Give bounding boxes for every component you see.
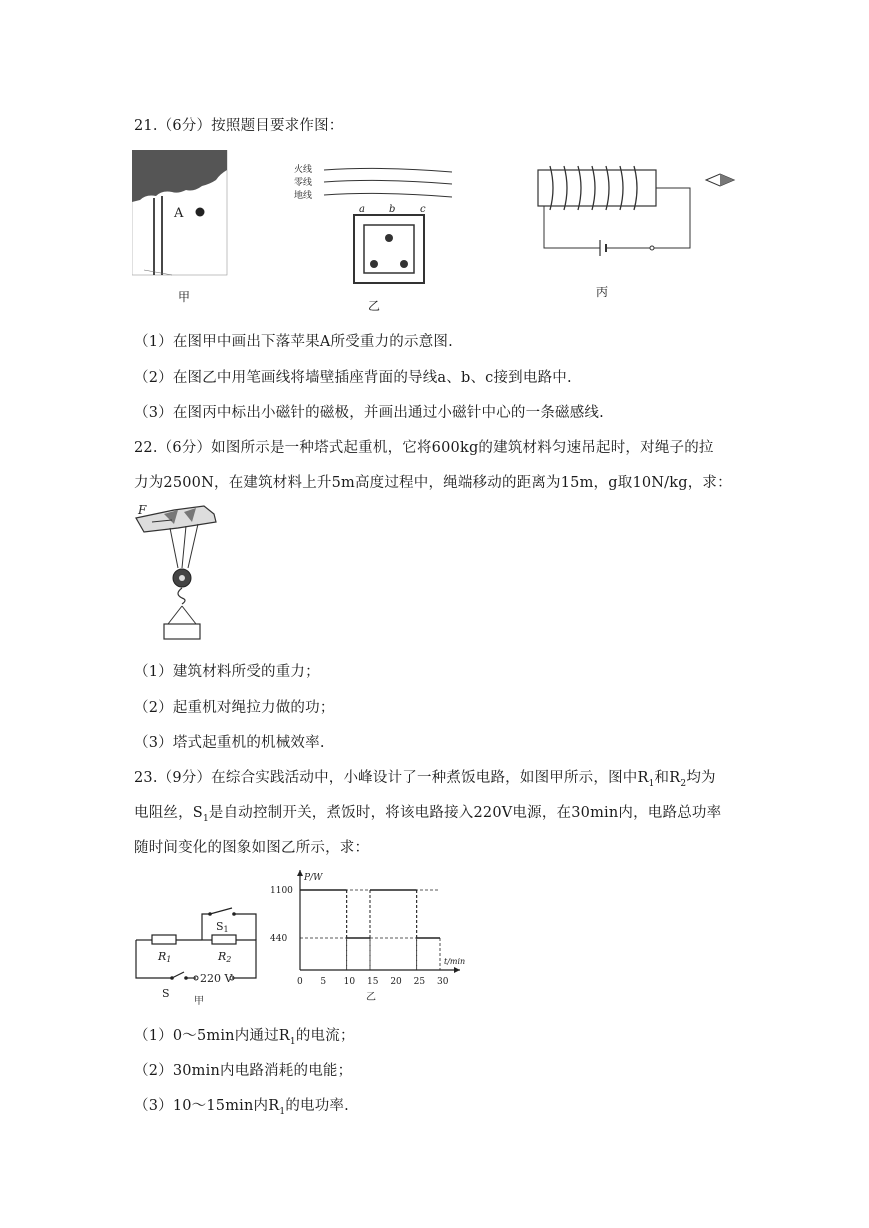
- x-tick-30: 30: [437, 977, 449, 987]
- terminal-a: a: [359, 204, 365, 215]
- x-tick-20: 20: [390, 977, 402, 987]
- q21-item-1: （1）在图甲中画出下落苹果A所受重力的示意图.: [134, 334, 453, 350]
- q23-line-1-a: 23.（9分）在综合实践活动中，小峰设计了一种煮饭电路，如图甲所示，图中R: [134, 770, 649, 786]
- y-tick-1100: 1100: [270, 886, 293, 896]
- apple-label: A: [174, 206, 184, 221]
- r1-subscript: 1: [648, 778, 655, 789]
- r2-subscript: 2: [680, 778, 687, 789]
- chart-caption: 乙: [366, 992, 376, 1003]
- source-label: 220 V: [200, 972, 233, 985]
- q21-header: 21.（6分）按照题目要求作图：: [134, 118, 344, 134]
- q21-item-3: （3）在图丙中标出小磁针的磁极，并画出通过小磁针中心的一条磁感线.: [134, 405, 604, 421]
- q22-item-1: （1）建筑材料所受的重力；: [134, 664, 320, 680]
- wire-label-neutral: 零线: [294, 178, 313, 188]
- q22-item-3: （3）塔式起重机的机械效率.: [134, 735, 325, 751]
- caption-jia-23: 甲: [194, 996, 204, 1007]
- q23-item-1-a: （1）0～5min内通过R: [134, 1028, 290, 1044]
- q23-line-2-b: 是自动控制开关，煮饭时，将该电路接入220V电源，在30min内，电路总功率: [208, 805, 722, 821]
- y-tick-440: 440: [270, 934, 288, 944]
- r1-label: R1: [158, 950, 172, 964]
- q23-item-1-sub: 1: [289, 1036, 296, 1047]
- q23-item-1-b: 的电流；: [295, 1028, 355, 1044]
- terminal-c: c: [420, 204, 426, 215]
- wire-label-live: 火线: [294, 165, 313, 175]
- s-label: S: [162, 987, 170, 1000]
- q21-item-2: （2）在图乙中用笔画线将墙壁插座背面的导线a、b、c接到电路中.: [134, 370, 572, 386]
- q21-figure-bing: [530, 160, 760, 270]
- q23-line-1-c: 均为: [686, 770, 716, 786]
- s1-subscript: 1: [202, 813, 209, 824]
- q23-line-1: [134, 766, 716, 789]
- q23-item-2: [134, 1059, 352, 1080]
- q23-item-1: [134, 1024, 355, 1047]
- q22-crane-figure: [134, 500, 224, 645]
- q22-line-1: 22.（6分）如图所示是一种塔式起重机，它将600kg的建筑材料匀速吊起时，对绳子的拉: [134, 440, 714, 456]
- x-axis-arrow: [454, 967, 460, 973]
- r2-label: R2: [218, 950, 232, 964]
- q22-line-2: 力为2500N，在建筑材料上升5m高度过程中，绳端移动的距离为15m，g取10N/kg，求：: [134, 475, 732, 491]
- q23-item-3-a: （3）10～15min内R: [134, 1098, 280, 1114]
- q21-figure-yi: [292, 160, 462, 290]
- q23-line-2: [134, 801, 721, 824]
- q23-item-2-a: （2）30min内电路消耗的电能；: [134, 1063, 353, 1079]
- y-axis-arrow: [297, 870, 303, 876]
- x-tick-10: 10: [343, 977, 356, 987]
- x-tick-25: 25: [413, 977, 426, 987]
- q23-line-3: 随时间变化的图象如图乙所示，求：: [134, 840, 370, 856]
- q22-item-2: （2）起重机对绳拉力做的功；: [134, 700, 335, 716]
- q23-circuit-figure: [132, 900, 272, 1010]
- q23-item-3: [134, 1094, 349, 1117]
- force-label: F: [138, 503, 147, 517]
- x-tick-0: 0: [297, 977, 303, 987]
- q23-line-1-b: 和R: [654, 770, 681, 786]
- x-tick-5: 5: [320, 977, 327, 987]
- q23-line-2-a: 电阻丝，S: [134, 805, 203, 821]
- q23-item-3-sub: 1: [279, 1106, 286, 1117]
- y-axis-label: P/W: [304, 873, 323, 883]
- x-axis-label: t/min: [444, 957, 466, 966]
- caption-yi-21: 乙: [368, 299, 381, 313]
- q23-item-3-b: 的电功率.: [285, 1098, 349, 1114]
- q23-power-chart: [266, 866, 466, 1006]
- caption-bing-21: 丙: [596, 285, 609, 299]
- s1-label: S1: [216, 920, 229, 934]
- caption-jia-21: 甲: [178, 290, 191, 304]
- wire-label-ground: 地线: [294, 191, 313, 201]
- x-tick-15: 15: [367, 977, 379, 987]
- q21-figure-jia: [132, 150, 242, 310]
- terminal-b: b: [389, 204, 396, 215]
